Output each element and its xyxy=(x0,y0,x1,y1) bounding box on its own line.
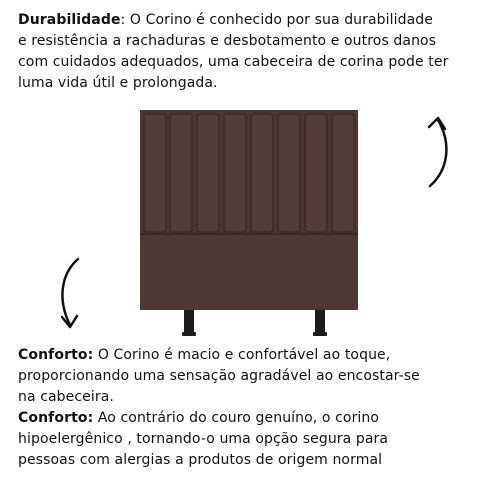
conforto-text-2 xyxy=(18,408,488,471)
headboard-leg-right xyxy=(315,310,325,334)
conforto1-line-1: proporcionando uma sensação agradável ao encostar-se xyxy=(18,368,420,384)
curved-arrow-up-icon xyxy=(418,112,458,192)
headboard-lower-panel xyxy=(140,235,358,310)
conforto1-line-2: na cabeceira. xyxy=(18,389,114,405)
conforto-text-1 xyxy=(18,345,488,408)
durability-heading: Durabilidade xyxy=(18,12,121,28)
conforto2-line-0: Ao contrário do couro genuíno, o corino xyxy=(93,410,380,426)
conforto1-line-0: O Corino é macio e confortável ao toque, xyxy=(93,347,391,363)
conforto2-line-1: hipoelergênico , tornando-o uma opção segura para xyxy=(18,431,389,447)
durability-line-0: : O Corino é conhecido por sua durabilidade xyxy=(120,12,434,28)
conforto2-line-2: pessoas com alergias a produtos de origem normal xyxy=(18,452,383,468)
durability-line-3: luma vida útil e prolongada. xyxy=(18,75,218,91)
curved-arrow-down-icon xyxy=(52,255,92,335)
durability-text xyxy=(18,10,488,94)
conforto2-heading: Conforto: xyxy=(18,410,94,426)
conforto1-heading: Conforto: xyxy=(18,347,94,363)
headboard-image xyxy=(140,110,360,340)
headboard-leg-left xyxy=(184,310,194,334)
durability-line-1: e resistência a rachaduras e desbotamento e outros danos xyxy=(18,33,437,49)
durability-line-2: com cuidados adequados, uma cabeceira de corina pode ter xyxy=(18,54,449,70)
